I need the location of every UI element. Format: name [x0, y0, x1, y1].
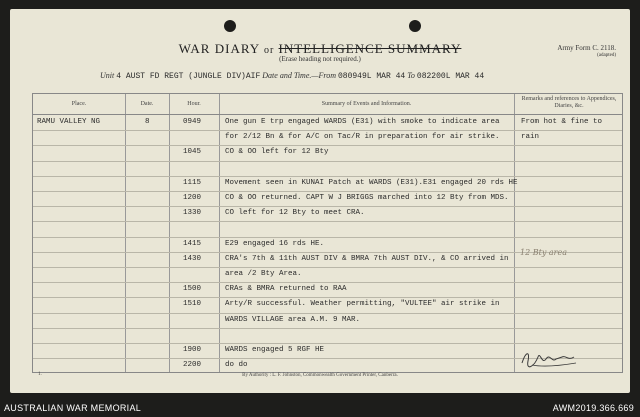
row-divider	[33, 221, 622, 222]
column-divider	[169, 94, 170, 372]
entry-summary: CRAs & BMRA returned to RAA	[225, 285, 347, 294]
entry-summary: for 2/12 Bn & for A/C on Tac/R in preparation for air strike.	[225, 133, 500, 142]
margin-note	[518, 245, 568, 259]
header-divider	[33, 114, 622, 115]
entry-hour: 0949	[183, 118, 202, 126]
entry-summary: do do	[225, 361, 248, 370]
column-divider	[219, 94, 220, 372]
entry-hour: 1900	[183, 346, 202, 354]
row-divider	[33, 297, 622, 298]
column-header-date: Date.	[140, 101, 154, 107]
officer-signature	[518, 345, 580, 371]
column-divider	[125, 94, 126, 372]
entry-hour: 1500	[183, 285, 202, 294]
entry-place: RAMU VALLEY NG	[37, 118, 101, 126]
army-form-number	[557, 44, 616, 60]
to-label: To	[407, 71, 415, 80]
title-intelligence-summary: INTELLIGENCE SUMMARY	[278, 41, 462, 56]
entry-summary: area /2 Bty Area.	[225, 270, 302, 278]
column-header-summary: Summary of Events and Information.	[321, 101, 412, 107]
column-header-hour: Hour.	[187, 101, 201, 107]
date-to: 082200L MAR 44	[416, 72, 485, 81]
row-divider	[33, 328, 622, 329]
entry-hour: 2200	[183, 361, 202, 370]
page-number: 1.	[38, 372, 42, 377]
entry-hour: 1330	[183, 209, 202, 218]
row-divider	[33, 313, 622, 314]
title-or: or	[263, 45, 275, 56]
entry-summary: One gun E trp engaged WARDS (E31) with smoke to indicate area	[225, 118, 500, 126]
entry-hour: 1510	[183, 300, 202, 309]
archive-name: AUSTRALIAN WAR MEMORIAL	[4, 403, 142, 413]
punch-hole-right	[409, 20, 421, 32]
archive-caption-bar	[0, 400, 640, 417]
archive-reference: AWM2019.366.669	[552, 403, 634, 413]
entry-summary: WARDS VILLAGE area A.M. 9 MAR.	[225, 315, 361, 324]
entry-date: 8	[145, 118, 150, 126]
entry-hour: 1415	[183, 239, 202, 248]
entry-summary: Arty/R successful. Weather permitting, "VULTEE" air strike in	[225, 300, 500, 309]
entry-hour: 1430	[183, 254, 202, 263]
entry-summary: CRA's 7th & 11th AUST DIV & BMRA 7th AUST DIV., & CO arrived in	[225, 254, 509, 263]
punch-hole-left	[224, 20, 236, 32]
entry-remarks: rain	[521, 133, 540, 142]
unit-label: Unit	[100, 71, 115, 80]
entry-remarks: From hot & fine to	[521, 118, 603, 126]
date-label: Date and Time.—From	[262, 71, 336, 80]
column-header-place: Place.	[71, 101, 87, 107]
diary-sheet	[10, 9, 630, 393]
unit-line	[100, 71, 484, 81]
row-divider	[33, 191, 622, 192]
entry-hour: 1200	[183, 194, 202, 202]
unit-value: 4 AUST FD REGT (JUNGLE DIV)AIF	[116, 72, 261, 81]
row-divider	[33, 237, 622, 238]
army-form-label: Army Form C. 2118.	[557, 44, 616, 52]
entry-summary: CO & OO returned. CAPT W J BRIGGS marched into 12 Bty from MDS.	[225, 194, 509, 202]
entry-summary: Movement seen in KUNAI Patch at WARDS (E31).E31 engaged 20 rds HE	[225, 178, 518, 187]
row-divider	[33, 130, 622, 131]
row-divider	[33, 267, 622, 268]
margin-note-text: 12 Bty area	[520, 248, 567, 257]
row-divider	[33, 176, 622, 177]
army-form-note: (adapted)	[597, 53, 616, 58]
column-divider	[514, 94, 515, 372]
date-from: 080949L MAR 44	[337, 72, 406, 81]
entry-summary: CO & OO left for 12 Bty	[225, 148, 329, 157]
entry-summary: WARDS engaged 5 RGF HE	[225, 346, 325, 354]
printer-footer: By Authority : L. F. Johnston, Commonwealth Government Printer, Canberra.	[242, 373, 398, 378]
row-divider	[33, 145, 622, 146]
row-divider	[33, 282, 622, 283]
row-divider	[33, 161, 622, 162]
entry-hour: 1115	[183, 178, 202, 187]
entry-hour: 1045	[183, 148, 202, 157]
row-divider	[33, 206, 622, 207]
form-subtitle: (Erase heading not required.)	[279, 55, 361, 63]
title-war-diary: WAR DIARY	[178, 41, 260, 56]
column-header-remarks: Remarks and references to Appendices, Diaries, &c.	[521, 96, 617, 109]
entry-summary: CO left for 12 Bty to meet CRA.	[225, 209, 365, 218]
entry-summary: E29 engaged 16 rds HE.	[225, 239, 325, 248]
row-divider	[33, 343, 622, 344]
diary-table	[32, 93, 623, 373]
